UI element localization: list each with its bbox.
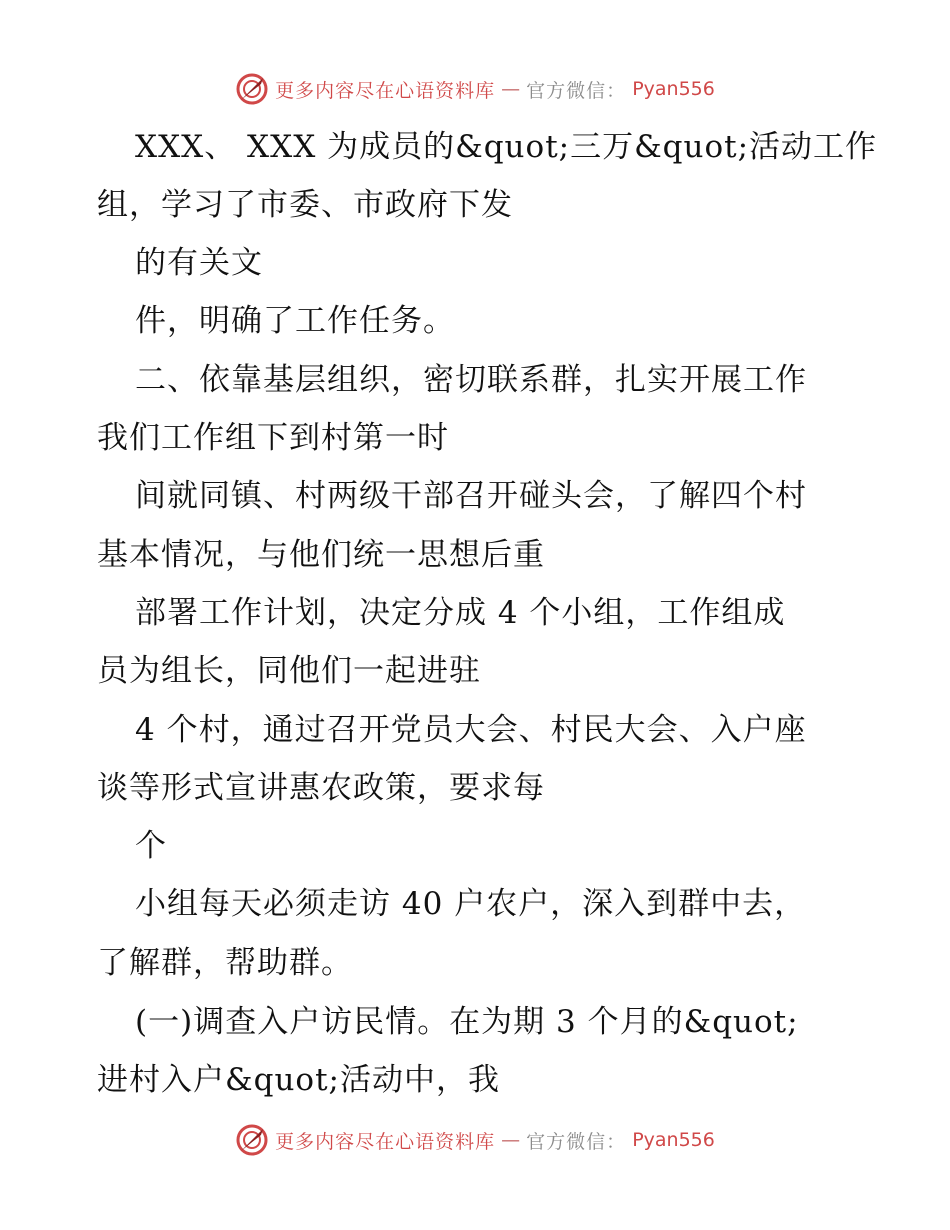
text-line: 4 个村，通过召开党员大会、村民大会、入户座	[135, 712, 807, 748]
watermark-dash: —	[501, 1129, 521, 1151]
text-line: 进村入户&quot;活动中，我	[97, 1062, 500, 1098]
text-line: 员为组长，同他们一起进驻	[97, 653, 481, 689]
text-line: 小组每天必须走访 40 户农户，深入到群中去，	[135, 886, 807, 922]
watermark-official: 官方微信：	[526, 79, 627, 102]
logo-icon	[235, 72, 269, 106]
text-line: 的有关文	[135, 245, 263, 281]
text-line: 部署工作计划，决定分成 4 个小组，工作组成	[135, 595, 786, 631]
logo-icon	[235, 1123, 269, 1157]
header-watermark	[0, 72, 950, 106]
text-line: 了解群，帮助群。	[97, 945, 353, 981]
text-line: (一)调查入户访民情。在为期 3 个月的&quot;	[135, 1004, 799, 1040]
text-line: 谈等形式宣讲惠农政策，要求每	[97, 770, 545, 806]
text-line: 间就同镇、村两级干部召开碰头会，了解四个村	[135, 478, 807, 514]
text-line: 个	[135, 828, 167, 864]
text-line: 二、依靠基层组织，密切联系群，扎实开展工作	[135, 362, 807, 398]
watermark-text: 更多内容尽在心语资料库	[275, 1130, 496, 1153]
text-line: 件，明确了工作任务。	[135, 303, 455, 339]
text-line: 基本情况，与他们统一思想后重	[97, 537, 545, 573]
footer-watermark	[0, 1123, 950, 1157]
watermark-official: 官方微信：	[526, 1130, 627, 1153]
watermark-id: Pyan556	[632, 78, 715, 100]
text-line: XXX、 XXX 为成员的&quot;三万&quot;活动工作	[135, 129, 878, 165]
watermark-text: 更多内容尽在心语资料库	[275, 79, 496, 102]
text-line: 组，学习了市委、市政府下发	[97, 187, 513, 223]
watermark-id: Pyan556	[632, 1129, 715, 1151]
watermark-dash: —	[501, 78, 521, 100]
text-line: 我们工作组下到村第一时	[97, 420, 449, 456]
